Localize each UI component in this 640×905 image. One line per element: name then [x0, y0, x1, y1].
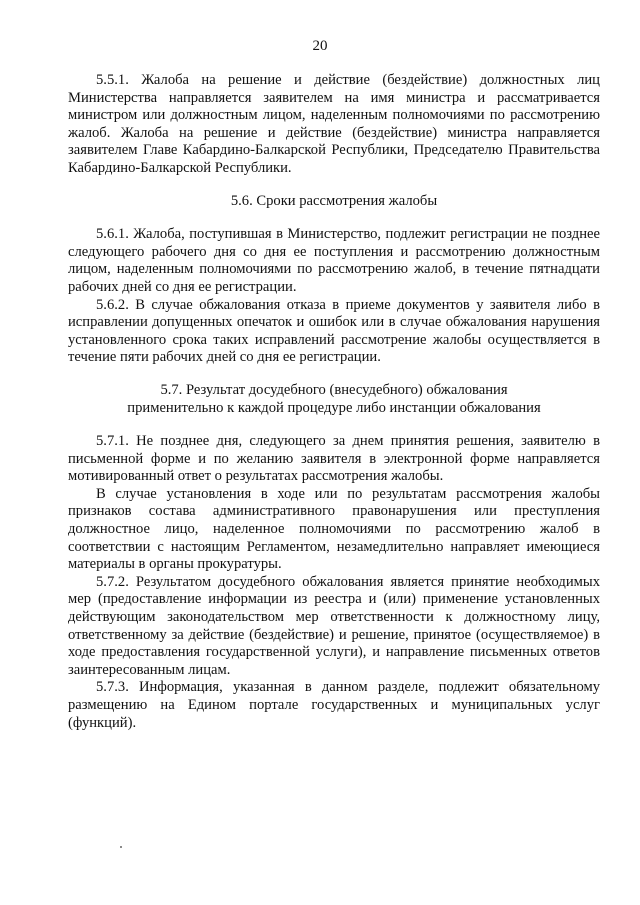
paragraph-5-7-1-continuation: В случае установления в ходе или по результатам рассмотрения жалобы признаков состава административного правонарушения или преступления должностное лицо, наделенное полномочиями по рассмотрению жалоб в соответствии с настоящим Регламентом, незамедлительно направляет имеющиеся материалы в органы прокуратуры. [68, 485, 600, 573]
paragraph-5-7-3: 5.7.3. Информация, указанная в данном разделе, подлежит обязательному размещению на Едином портале государственных и муниципальных услуг (функций). [68, 679, 600, 731]
paragraph-5-6-1: 5.6.1. Жалоба, поступившая в Министерство, подлежит регистрации не позднее следующего рабочего дня со дня ее поступления и рассмотрению должностным лицом, наделенным полномочиями по рассмотрению жалоб, в течение пятнадцати рабочих дней со дня ее регистрации. [68, 226, 600, 295]
paragraph-5-7-2: 5.7.2. Результатом досудебного обжалования является принятие необходимых мер (предоставление информации из реестра и (или) применение установленных действующим законодательством мер ответственности к должностному лицу, ответственному за действие (бездействие) и решение, принятое (осуществляемое) в ходе предоставления государственной услуги), и направление письменных ответов заинтересованным лицам. [68, 573, 600, 678]
heading-5-7-line-1: 5.7. Результат досудебного (внесудебного) обжалования [160, 381, 508, 398]
paragraph-5-5-1: 5.5.1. Жалоба на решение и действие (бездействие) должностных лиц Министерства направляется заявителем на имя министра и рассматривается министром или должностным лицом, наделенным полномочиями по рассмотрению жалоб. Жалоба на решение и действие (бездействие) министра направляется заявителем Главе Кабардино-Балкарской Республики, Председателю Правительства Кабардино-Балкарской Республики. [68, 72, 600, 176]
paragraph-5-6-2: 5.6.2. В случае обжалования отказа в приеме документов у заявителя либо в исправлении допущенных опечаток и ошибок или в случае обжалования нарушения установленного срока таких исправлений рассмотрение жалобы осуществляется в течение пяти рабочих дней со дня ее регистрации. [68, 296, 600, 366]
document-body [68, 72, 600, 732]
paragraph-5-7-1: 5.7.1. Не позднее дня, следующего за днем принятия решения, заявителю в письменной форме и по желанию заявителя в электронной форме направляется мотивированный ответ о результатах рассмотрения жалобы. [68, 433, 600, 485]
page-number: 20 [312, 38, 328, 54]
heading-5-7 [68, 382, 600, 417]
scan-speck [120, 846, 122, 848]
heading-5-7-line-2: применительно к каждой процедуре либо инстанции обжалования [127, 399, 541, 416]
heading-5-6: 5.6. Сроки рассмотрения жалобы [230, 192, 438, 209]
